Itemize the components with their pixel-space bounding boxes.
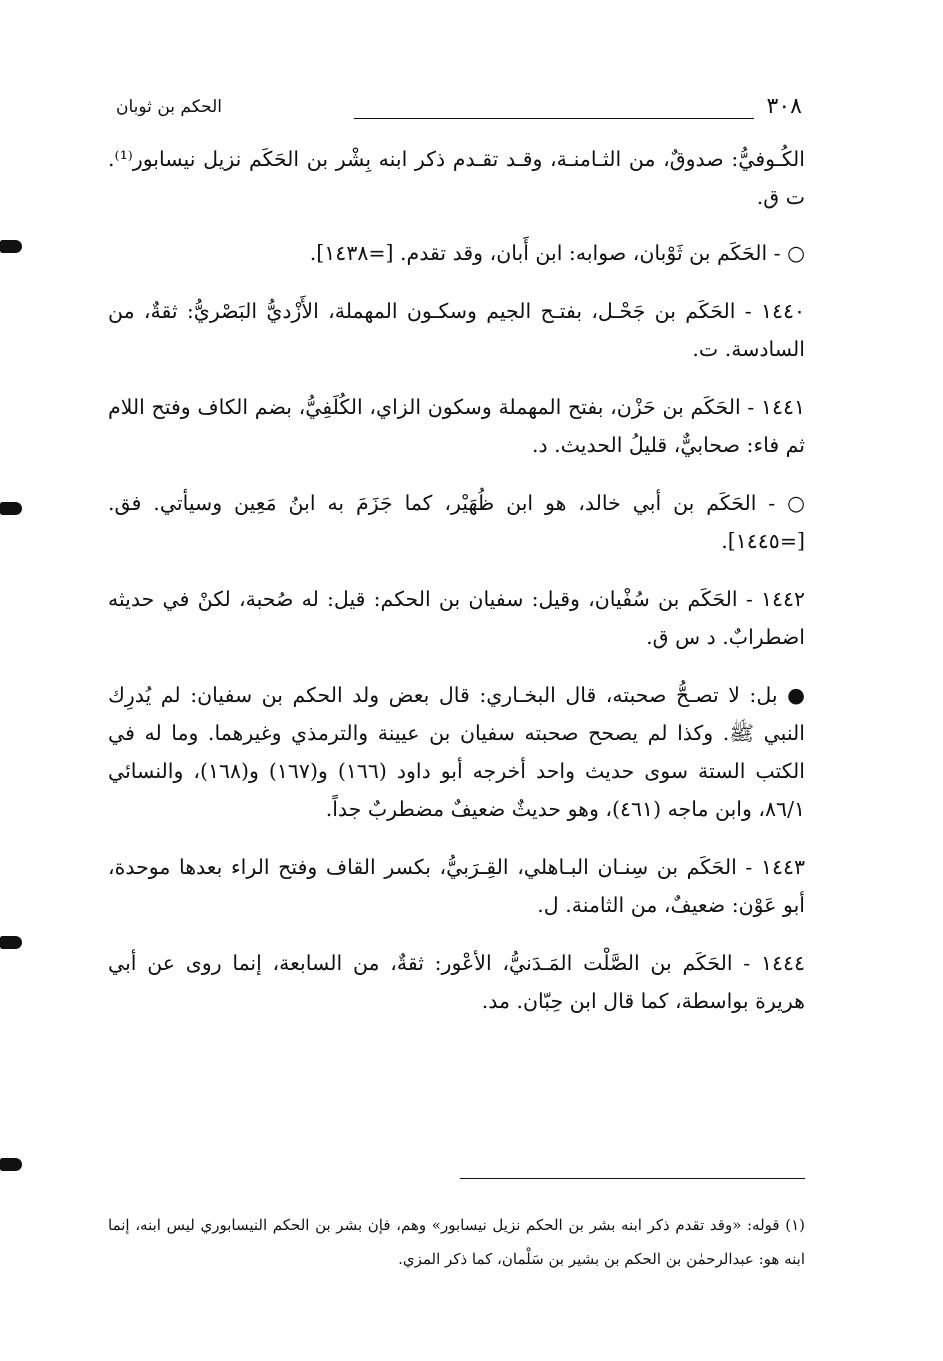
binding-mark	[0, 1158, 22, 1171]
footnotes	[108, 1208, 805, 1276]
entry-1443: ١٤٤٣ - الحَكَم بن سِنـان البـاهلي، القِـرَبيُّ، بكسر القاف وفتح الراء بعدها موحدة، أبو عَوْن: ضعيفٌ، من الثامنة. ل.	[108, 855, 805, 917]
entry-cross-reference: ○ - الحَكَم بن أبي خالد، هو ابن ظُهَيْر، كما جَزَمَ به ابنُ مَعِين وسيأتي. فق. [=١٤٤٥].	[108, 491, 805, 553]
binding-mark	[0, 502, 22, 515]
binding-mark	[0, 936, 22, 949]
entry-1441: ١٤٤١ - الحَكَم بن حَزْن، بفتح المهملة وسكون الزاي، الكُلَفِيُّ، بضم الكاف وفتح اللام ثم فاء: صحابيٌّ، قليلُ الحديث. د.	[108, 395, 805, 457]
header-rule	[354, 118, 754, 119]
page-number: ٣٠٨	[766, 94, 802, 119]
entry-1440: ١٤٤٠ - الحَكَم بن جَحْـل، بفتـح الجيم وسكـون المهملة، الأَزْديُّ البَصْريُّ: ثقةٌ، من السادسة. ت.	[108, 299, 805, 361]
entry-1442: ١٤٤٢ - الحَكَم بن سُفْيان، وقيل: سفيان بن الحكم: قيل: له صُحبة، لكنْ في حديثه اضطرابٌ. د س ق.	[108, 587, 805, 649]
footnote-separator	[460, 1178, 805, 1179]
binding-mark	[0, 240, 22, 253]
entry-cross-reference: ○ - الحَكَم بن ثَوْبان، صوابه: ابن أَبان، وقد تقدم. [=١٤٣٨].	[309, 241, 805, 265]
main-text	[108, 140, 805, 1040]
entry-1444: ١٤٤٤ - الحَكَم بن الصَّلْت المَـدَنيُّ، الأعْور: ثقةٌ، من السابعة، إنما روى عن أبي هريرة بواسطة، كما قال ابن حِبّان. مد.	[108, 951, 805, 1013]
entry-commentary: ● بل: لا تصـحُّ صحبته، قال البخـاري: قال بعض ولد الحكم بن سفيان: لم يُدرِك النبي ﷺ. وكذا لم يصحح صحبته سفيان بن عيينة والترمذي وغيرهما. وما له في الكتب الستة سوى حديث واحد أخرجه أبو داود (١٦٦) و(١٦٧) و(١٦٨)، والنسائي ٨٦/١، وابن ماجه (٤٦١)، وهو حديثٌ ضعيفٌ مضطربٌ جداً.	[108, 683, 805, 821]
running-title: الحكم بن ثوبان	[116, 97, 222, 117]
page-header	[112, 92, 802, 122]
entry-continuation: الكُـوفيُّ: صدوقٌ، من الثـامنـة، وقـد تقـدم ذكر ابنه بِشْر بن الحَكَم نزيل نيسابور⁽¹⁾. ت ق.	[108, 147, 805, 209]
footnote-1: (١) قوله: «وقد تقدم ذكر ابنه بشر بن الحكم نزيل نيسابور» وهم، فإن بشر بن الحكم النيسابوري ليس ابنه، إنما ابنه هو: عبدالرحمٰن بن الحكم بن بشير بن سَلْمان، كما ذكر المزي.	[108, 1216, 805, 1268]
